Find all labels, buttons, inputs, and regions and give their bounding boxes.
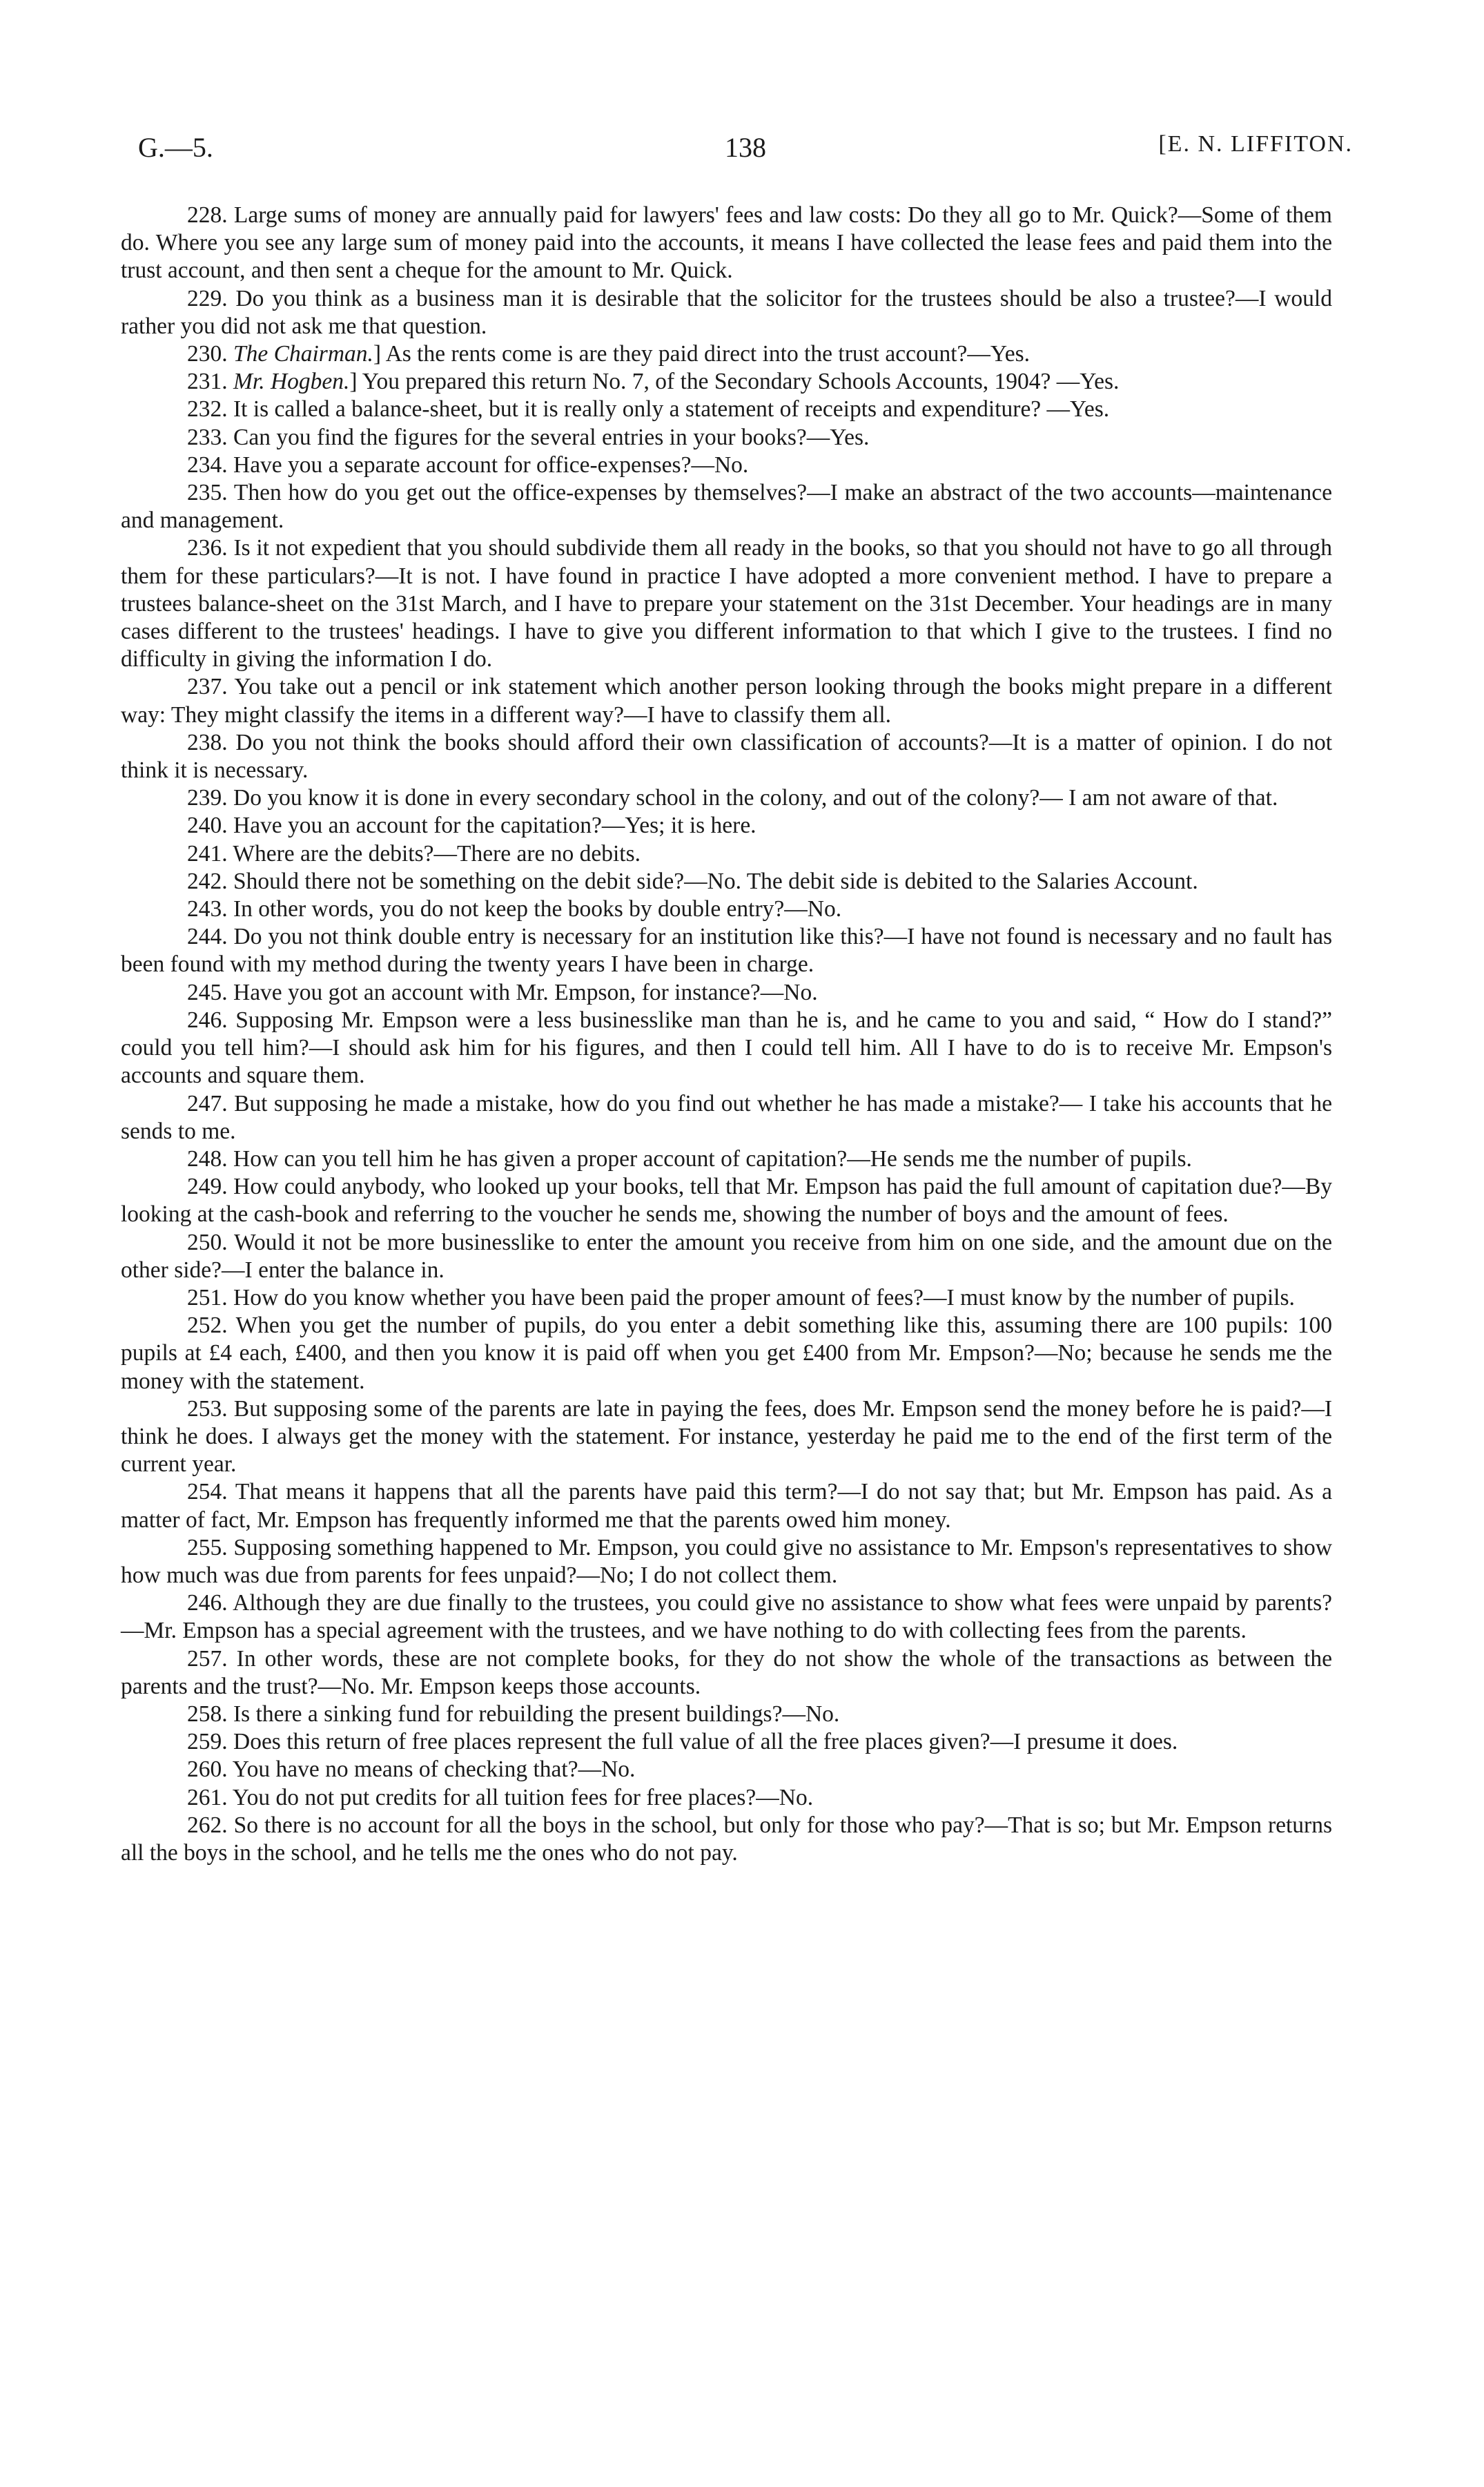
speaker-name: The Chairman. [233, 341, 373, 367]
question-paragraph [121, 1007, 1332, 1090]
question-text: You have no means of checking that?—No. [232, 1757, 636, 1783]
question-text: Where are the debits?—There are no debits. [233, 840, 641, 867]
question-text: But supposing some of the parents are late in paying the fees, does Mr. Empson send the money before he is paid?—I think he does. I always get the money with the statement. For instance, yesterday he paid me to the end of the first term of the current year. [121, 1395, 1333, 1478]
question-text: You do not put credits for all tuition fees for free places?—No. [232, 1784, 814, 1810]
question-paragraph [121, 424, 1332, 452]
question-paragraph [121, 840, 1332, 868]
question-text: Does this return of free places represent the full value of all the free places given?—I presume it does. [233, 1729, 1178, 1755]
question-paragraph [121, 979, 1332, 1007]
question-number: 243. [187, 896, 228, 922]
question-text: Should there not be something on the debit side?—No. The debit side is debited to the Salaries Account. [233, 868, 1198, 894]
question-number: 229. [187, 285, 228, 311]
testimony-body [121, 202, 1332, 1867]
question-text: Can you find the figures for the several entries in your books?—Yes. [233, 424, 870, 450]
question-number: 253. [187, 1395, 228, 1422]
question-number: 240. [187, 813, 228, 839]
question-paragraph [121, 1090, 1332, 1145]
question-text: As the rents come is are they paid direct into the trust account?—Yes. [381, 341, 1030, 367]
question-paragraph [121, 1645, 1332, 1701]
question-paragraph [121, 1812, 1332, 1867]
question-paragraph [121, 812, 1332, 840]
question-paragraph [121, 340, 1332, 368]
question-number: 251. [187, 1284, 228, 1310]
question-text: When you get the number of pupils, do you enter a debit something like this, assuming there are 100 pupils: 100 pupils at £4 each, £400, and then you know it is paid off when you get £400 from Mr. Empson?—No; because he sends me the money with the statement. [121, 1313, 1332, 1394]
question-paragraph [121, 1312, 1332, 1395]
question-number: 232. [187, 396, 228, 423]
question-paragraph [121, 1756, 1332, 1783]
question-number: 236. [187, 535, 228, 561]
question-paragraph [121, 784, 1332, 812]
question-number: 231. [187, 369, 228, 395]
question-text: Is there a sinking fund for rebuilding the present buildings?—No. [233, 1701, 840, 1727]
question-text: You prepared this return No. 7, of the Secondary Schools Accounts, 1904? —Yes. [357, 369, 1120, 395]
question-number: 260. [187, 1757, 228, 1783]
question-number: 234. [187, 452, 228, 478]
question-number: 255. [187, 1534, 228, 1560]
question-number: 261. [187, 1784, 228, 1810]
question-paragraph [121, 1784, 1332, 1812]
question-text: Have you got an account with Mr. Empson, for instance?—No. [233, 979, 818, 1005]
question-paragraph [121, 673, 1332, 728]
question-number: 233. [187, 424, 228, 450]
question-text: You take out a pencil or ink statement which another person looking through the books might prepare in a different way: They might classify the items in a different way?—I have to classify them all. [121, 674, 1332, 728]
question-number: 237. [187, 674, 228, 700]
question-paragraph [121, 923, 1332, 978]
question-number: 262. [187, 1812, 228, 1838]
question-text: Large sums of money are annually paid for lawyers' fees and law costs: Do they all go to Mr. Quick?—Some of them do. Where you see any large sum of money paid into the accounts, it means I have collected the lease fees and paid them into the trust account, and then sent a cheque for the amount to Mr. Quick. [121, 202, 1332, 284]
question-paragraph [121, 729, 1332, 784]
question-number: 258. [187, 1701, 228, 1727]
question-number: 252. [187, 1313, 228, 1339]
question-number: 242. [187, 868, 228, 894]
question-paragraph [121, 1284, 1332, 1312]
question-number: 254. [187, 1479, 228, 1505]
question-number: 245. [187, 979, 228, 1005]
question-text: How can you tell him he has given a proper account of capitation?—He sends me the number of pupils. [233, 1145, 1192, 1172]
question-paragraph [121, 1145, 1332, 1173]
question-number: 250. [187, 1229, 228, 1255]
question-text: Although they are due finally to the trustees, you could give no assistance to show what fees were unpaid by parents?—Mr. Empson has a special agreement with the trustees, and we have nothing to do with collecting fees from the parents. [121, 1590, 1332, 1644]
question-paragraph [121, 534, 1332, 673]
question-paragraph [121, 1229, 1332, 1284]
speaker-bracket: ] [349, 369, 358, 395]
question-paragraph [121, 1701, 1332, 1728]
question-text: Would it not be more businesslike to enter the amount you receive from him on one side, and the amount due on the other side?—I enter the balance in. [121, 1229, 1332, 1283]
speaker-bracket: ] [373, 341, 382, 367]
question-text: Then how do you get out the office-expenses by themselves?—I make an abstract of the two accounts—maintenance and management. [121, 480, 1332, 534]
question-text: Supposing something happened to Mr. Empson, you could give no assistance to Mr. Empson's representatives to show how much was due from parents for fees unpaid?—No; I do not collect them. [121, 1534, 1332, 1588]
witness-name: [E. N. LIFFITON. [1158, 131, 1353, 157]
question-paragraph [121, 368, 1332, 396]
question-number: 238. [187, 729, 228, 755]
question-number: 248. [187, 1145, 228, 1172]
question-text: Supposing Mr. Empson were a less businesslike man than he is, and he came to you and said, “ How do I stand?” could you tell him?—I should ask him for his figures, and then I could tell him. All I have to do is to receive Mr. Empson's accounts and square them. [121, 1007, 1333, 1089]
question-text: Do you not think the books should afford their own classification of accounts?—It is a matter of opinion. I do not think it is necessary. [121, 729, 1332, 784]
page-number: 138 [725, 132, 766, 163]
question-number: 246. [187, 1007, 228, 1033]
question-text: Have you a separate account for office-expenses?—No. [233, 452, 749, 478]
question-paragraph [121, 202, 1332, 285]
question-paragraph [121, 285, 1332, 340]
question-paragraph [121, 452, 1332, 479]
question-number: 239. [187, 785, 228, 811]
question-text: How do you know whether you have been paid the proper amount of fees?—I must know by the number of pupils. [233, 1284, 1295, 1310]
question-paragraph [121, 1534, 1332, 1589]
question-text: Have you an account for the capitation?—Yes; it is here. [233, 813, 756, 839]
question-text: Do you think as a business man it is desirable that the solicitor for the trustees should be also a trustee?—I would rather you did not ask me that question. [121, 285, 1332, 339]
speaker-name: Mr. Hogben. [233, 369, 350, 395]
question-paragraph [121, 868, 1332, 896]
question-number: 228. [187, 202, 228, 228]
question-text: How could anybody, who looked up your books, tell that Mr. Empson has paid the full amount of capitation due?—By looking at the cash-book and referring to the voucher he sends me, showing the number of boys and the amount of fees. [121, 1174, 1332, 1228]
question-number: 257. [187, 1645, 228, 1672]
question-number: 246. [187, 1590, 228, 1616]
question-number: 230. [187, 341, 228, 367]
question-number: 235. [187, 480, 228, 506]
question-text: But supposing he made a mistake, how do you find out whether he has made a mistake?— I take his accounts that he sends to me. [121, 1090, 1332, 1144]
question-paragraph [121, 1478, 1332, 1533]
question-paragraph [121, 1173, 1332, 1228]
question-number: 241. [187, 840, 228, 867]
question-paragraph [121, 1589, 1332, 1645]
question-paragraph [121, 896, 1332, 923]
question-text: In other words, these are not complete books, for they do not show the whole of the transactions as between the parents and the trust?—No. Mr. Empson keeps those accounts. [121, 1645, 1333, 1699]
question-text: So there is no account for all the boys in the school, but only for those who pay?—That is so; but Mr. Empson returns all the boys in the school, and he tells me the ones who do not pay. [121, 1812, 1332, 1866]
question-paragraph [121, 479, 1332, 534]
page-header [138, 131, 1353, 173]
question-paragraph [121, 396, 1332, 423]
question-number: 244. [187, 924, 228, 950]
question-text: Do you not think double entry is necessary for an institution like this?—I have not found is necessary and no fault has been found with my method during the twenty years I have been in charge. [121, 924, 1332, 978]
question-number: 247. [187, 1090, 228, 1116]
question-number: 259. [187, 1729, 228, 1755]
question-text: It is called a balance-sheet, but it is really only a statement of receipts and expenditure? —Yes. [233, 396, 1110, 423]
question-paragraph [121, 1728, 1332, 1756]
question-number: 249. [187, 1174, 228, 1200]
question-text: In other words, you do not keep the books by double entry?—No. [233, 896, 842, 922]
paper-reference: G.—5. [138, 132, 213, 163]
question-text: Is it not expedient that you should subdivide them all ready in the books, so that you should not have to go all through them for these particulars?—It is not. I have found in practice I have adopted a more convenient method. I have to prepare a trustees balance-sheet on the 31st March, and I have to prepare your statement on the 31st December. Your headings are in many cases different to the trustees' headings. I have to give you different information to that which I give to the trustees. I find no difficulty in giving the information I do. [121, 535, 1333, 672]
question-text: That means it happens that all the parents have paid this term?—I do not say that; but Mr. Empson has paid. As a matter of fact, Mr. Empson has frequently informed me that the parents owed him money. [121, 1479, 1332, 1533]
question-paragraph [121, 1395, 1332, 1479]
question-text: Do you know it is done in every secondary school in the colony, and out of the colony?— I am not aware of that. [233, 785, 1278, 811]
